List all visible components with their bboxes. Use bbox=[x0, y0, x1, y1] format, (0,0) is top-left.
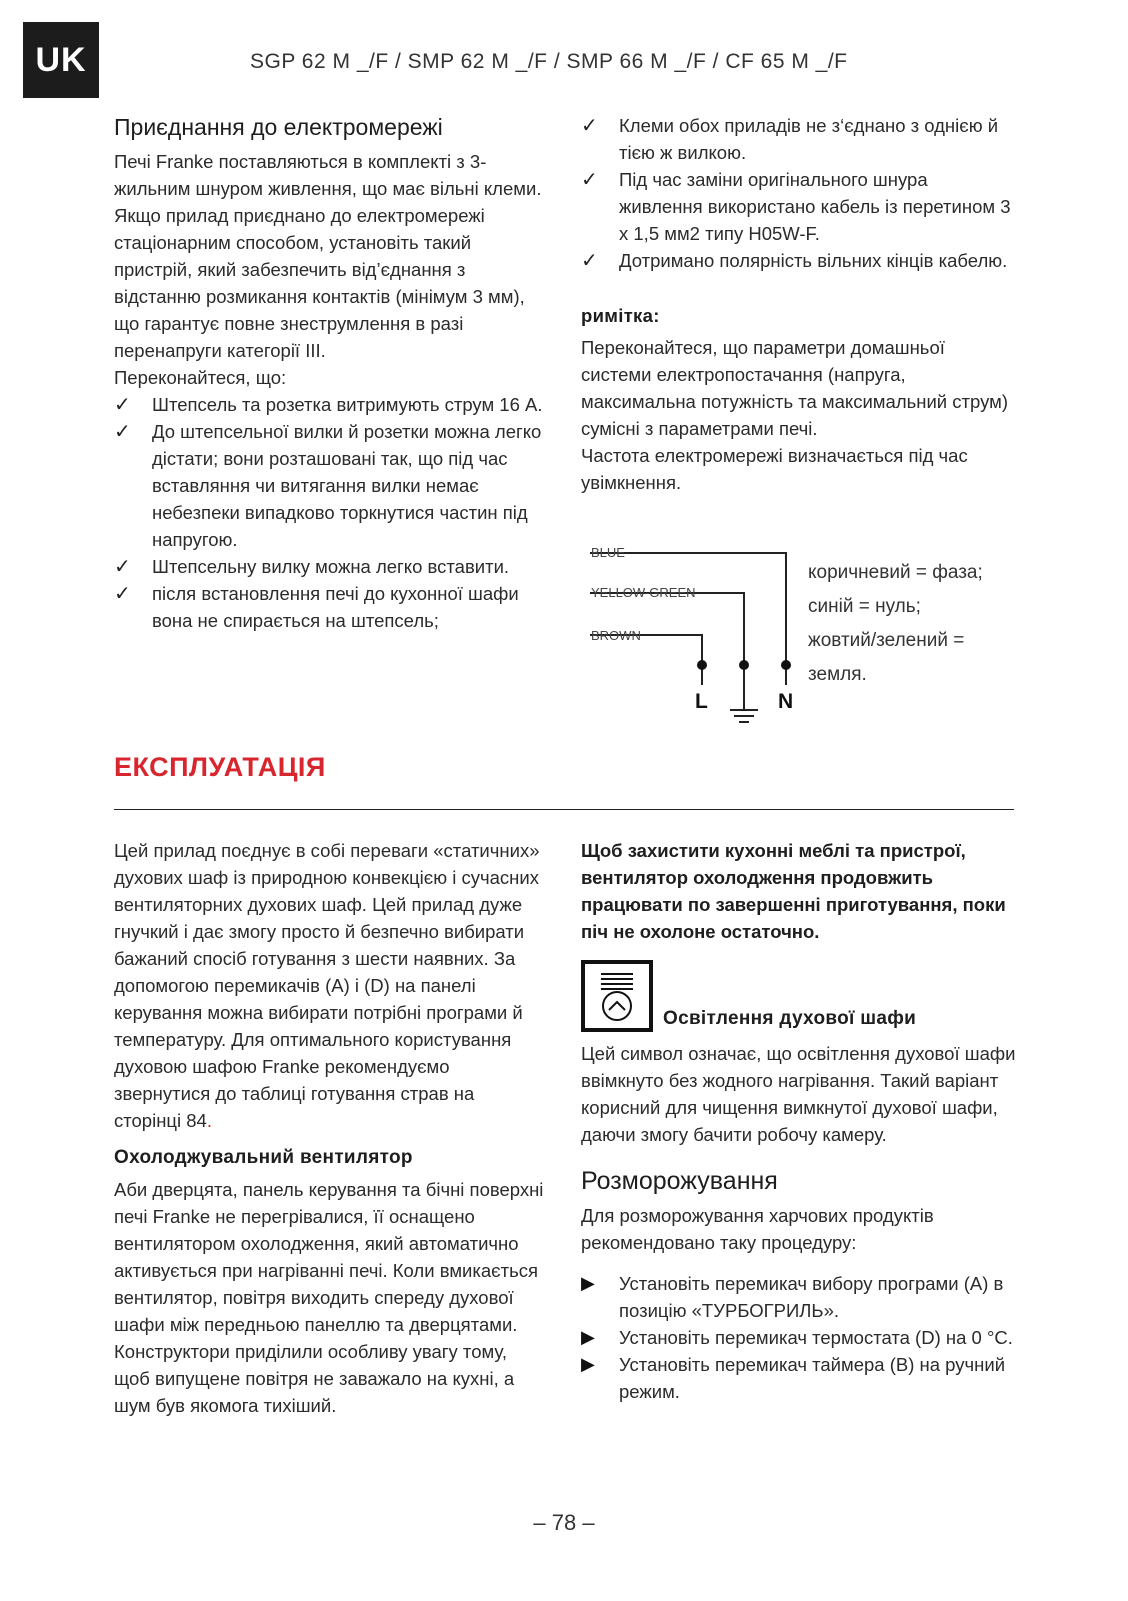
terminal-n-label: N bbox=[778, 690, 794, 713]
legend-item: коричневий = фаза; bbox=[808, 562, 983, 583]
checklist-left bbox=[114, 391, 544, 634]
light-title: Освітлення духової шафи bbox=[663, 1008, 917, 1029]
check-item: ✓ До штепсельної вилки й розетки можна легко дістати; вони розташовані так, що під час вставляння чи витягання вилки немає небезпеки випадково торкнутися частин під напругою. bbox=[114, 418, 544, 553]
check-item: ✓ після встановлення печі до кухонної шафи вона не спирається на штепсель; bbox=[114, 580, 544, 634]
check-item: ✓ Штепсельну вилку можна легко вставити. bbox=[114, 553, 544, 580]
connection-right bbox=[581, 112, 1011, 496]
note-text: Переконайтеся, що параметри домашньої системи електропостачання (напруга, максимальна потужність та максимальний струм) сумісні з параметрами печі. bbox=[581, 337, 1008, 439]
oven-light-symbol bbox=[581, 960, 653, 1032]
checklist-right bbox=[581, 112, 1011, 274]
page-number: – 78 – bbox=[533, 1510, 595, 1535]
note-text-2: Частота електромережі визначається під час увімкнення. bbox=[581, 445, 968, 493]
defrost-title: Розморожування bbox=[581, 1167, 778, 1195]
terminal-n-dot bbox=[781, 660, 791, 670]
terminal-earth-dot bbox=[739, 660, 749, 670]
step-item: ▶ Установіть перемикач вибору програми (A) в позицію «ТУРБОГРИЛЬ». bbox=[581, 1270, 1016, 1324]
wire-brown-label: BROWN bbox=[591, 628, 641, 643]
operation-title: ЕКСПЛУАТАЦІЯ bbox=[114, 752, 326, 782]
check-item: ✓ Клеми обох приладів не з‘єднано з однією й тією ж вилкою. bbox=[581, 112, 1011, 166]
connection-section bbox=[114, 112, 544, 634]
wire-blue bbox=[590, 553, 786, 665]
red-dot: . bbox=[206, 1110, 212, 1131]
connection-title: Приєднання до електромережі bbox=[114, 114, 443, 140]
legend-item: синій = нуль; bbox=[808, 596, 921, 617]
ensure-label: Переконайтеся, що: bbox=[114, 367, 287, 388]
step-item: ▶ Установіть перемикач таймера (B) на ручний режим. bbox=[581, 1351, 1016, 1405]
wiring-diagram bbox=[585, 545, 795, 730]
operation-right bbox=[581, 837, 1016, 945]
defrost-intro: Для розморожування харчових продуктів рекомендовано таку процедуру: bbox=[581, 1205, 934, 1253]
fan-bold-note: Щоб захистити кухонні меблі та пристрої, вентилятор охолодження продовжить працювати по завершенні приготування, поки піч не охолоне остаточно. bbox=[581, 840, 1006, 942]
fan-text: Аби дверцята, панель керування та бічні поверхні печі Franke не перегрівалися, її оснащено вентилятором охолодження, який автоматично активується при нагріванні печі. Коли вмикається вентилятор, повітря виходить спереду духової шафи між передньою панеллю та дверцятами. Конструктори приділили особливу увагу тому, щоб випущене повітря не заважало на кухні, а шум був якомога тихіший. bbox=[114, 1179, 544, 1416]
legend-item: жовтий/зелений = bbox=[808, 630, 965, 651]
legend-item: земля. bbox=[808, 664, 867, 685]
wiring-legend bbox=[808, 556, 983, 692]
wire-yg-label: YELLOW-GREEN bbox=[591, 585, 696, 600]
terminal-l-label: L bbox=[695, 690, 708, 713]
check-item: ✓ Штепсель та розетка витримують струм 16 А. bbox=[114, 391, 544, 418]
light-text: Цей символ означає, що освітлення духової шафи ввімкнуто без жодного нагрівання. Такий варіант корисний для чищення вимкнутої духової шафи, даючи змогу бачити робочу камеру. bbox=[581, 1043, 1016, 1145]
light-section bbox=[581, 1040, 1016, 1405]
check-item: ✓ Дотримано полярність вільних кінців кабелю. bbox=[581, 247, 1011, 274]
connection-intro: Печі Franke поставляються в комплекті з 3-жильним шнуром живлення, що має вільні клеми. Якщо прилад приєднано до електромережі стаціонарним способом, установіть такий пристрій, який забезпечить від’єднання з відстанню розмикання контактів (мінімум 3 мм), що гарантує повне знеструмлення в разі перенапруги категорії III. bbox=[114, 151, 542, 361]
fan-title: Охолоджувальний вентилятор bbox=[114, 1147, 413, 1168]
operation-left bbox=[114, 837, 544, 1419]
terminal-l-dot bbox=[697, 660, 707, 670]
oven-light-icon bbox=[585, 964, 649, 1028]
wire-blue-label: BLUE bbox=[591, 545, 625, 560]
check-item: ✓ Під час заміни оригінального шнура живлення використано кабель із перетином 3 х 1,5 мм2 типу H05W-F. bbox=[581, 166, 1011, 247]
defrost-steps bbox=[581, 1270, 1016, 1405]
note-title: римітка: bbox=[581, 305, 660, 326]
step-item: ▶ Установіть перемикач термостата (D) на 0 °C. bbox=[581, 1324, 1016, 1351]
operation-intro: Цей прилад поєднує в собі переваги «статичних» духових шаф із природною конвекцією і сучасних вентиляторних духових шаф. Цей прилад дуже гнучкий і дає змогу просто й безпечно вибирати бажаний спосіб готування з шести наявних. За допомогою перемикачів (A) і (D) на панелі керування можна вибирати потрібні програми й температуру. Для оптимального користування духовою шафою Franke рекомендуємо звернутися до таблиці готування страв на сторінці 84. bbox=[114, 840, 540, 1131]
language-badge: UK bbox=[23, 22, 99, 98]
model-list: SGP 62 M _/F / SMP 62 M _/F / SMP 66 M _/F / CF 65 M _/F bbox=[250, 50, 848, 73]
section-divider bbox=[114, 809, 1014, 810]
